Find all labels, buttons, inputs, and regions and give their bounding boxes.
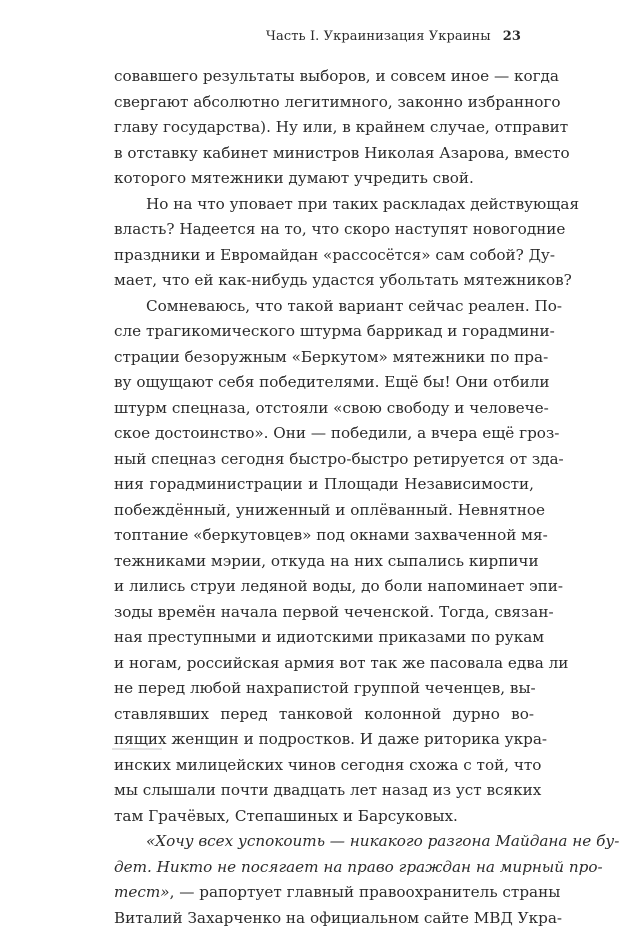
quote-end: тест» [114, 883, 170, 901]
text-line: инских милицейских чинов сегодня схожа с той, что [114, 753, 534, 779]
quote-line: «Хочу всех успокоить — никакого разгона Майдана не бу- [114, 829, 534, 855]
text-line: которого мятежники думают учредить свой. [114, 166, 534, 192]
text-line: совавшего результаты выборов, и совсем иное — когда [114, 64, 534, 90]
quote-attribution: , — рапортует главный правоохранитель страны [170, 883, 561, 901]
text-line: власть? Надеется на то, что скоро наступят новогодние [114, 217, 534, 243]
text-line: пящих женщин и подростков. И даже риторика укра- [114, 727, 534, 753]
page-number: 23 [503, 29, 521, 44]
text-line: сле трагикомического штурма баррикад и горадмини- [114, 319, 534, 345]
text-line: мы слышали почти двадцать лет назад из уст всяких [114, 778, 534, 804]
text-line: ву ощущают себя победителями. Ещё бы! Они отбили [114, 370, 534, 396]
text-line: мает, что ей как-нибудь удастся убольтать мятежников? [114, 268, 534, 294]
text-line: там Грачёвых, Степашиных и Барсуковых. [114, 804, 534, 830]
text-line: ния горадминистрации и Площади Независимости, [114, 472, 534, 498]
text-line: топтание «беркутовцев» под окнами захваченной мя- [114, 523, 534, 549]
page-edge-mark [112, 748, 162, 750]
text-line: ная преступными и идиотскими приказами по рукам [114, 625, 534, 651]
text-line: ское достоинство». Они — победили, а вчера ещё гроз- [114, 421, 534, 447]
text-line: праздники и Евромайдан «рассосётся» сам собой? Ду- [114, 243, 534, 269]
text-line: Но на что уповает при таких раскладах действующая [114, 192, 534, 218]
text-line: и ногам, российская армия вот так же пасовала едва ли [114, 651, 534, 677]
running-head [266, 29, 521, 44]
text-line: ставлявших перед танковой колонной дурно во- [114, 702, 534, 728]
text-line: зоды времён начала первой чеченской. Тогда, связан- [114, 600, 534, 626]
text-line: ный спецназ сегодня быстро-быстро ретируется от зда- [114, 447, 534, 473]
text-line: и лились струи ледяной воды, до боли напоминает эпи- [114, 574, 534, 600]
text-line: тежниками мэрии, откуда на них сыпались кирпичи [114, 549, 534, 575]
text-line: не перед любой нахрапистой группой чеченцев, вы- [114, 676, 534, 702]
text-line: штурм спецназа, отстояли «свою свободу и человече- [114, 396, 534, 422]
body-text [114, 64, 534, 931]
text-line: побеждённый, униженный и оплёванный. Невнятное [114, 498, 534, 524]
text-line: главу государства). Ну или, в крайнем случае, отправит [114, 115, 534, 141]
text-line: Сомневаюсь, что такой вариант сейчас реален. По- [114, 294, 534, 320]
section-title: Часть I. Украинизация Украины [266, 29, 491, 44]
text-line: в отставку кабинет министров Николая Азарова, вместо [114, 141, 534, 167]
quote-line: дет. Никто не посягает на право граждан на мирный про- [114, 855, 534, 881]
quote-line [114, 880, 534, 906]
text-line: Виталий Захарченко на официальном сайте МВД Укра- [114, 906, 534, 931]
text-line: свергают абсолютно легитимного, законно избранного [114, 90, 534, 116]
text-line: страции безоружным «Беркутом» мятежники по пра- [114, 345, 534, 371]
